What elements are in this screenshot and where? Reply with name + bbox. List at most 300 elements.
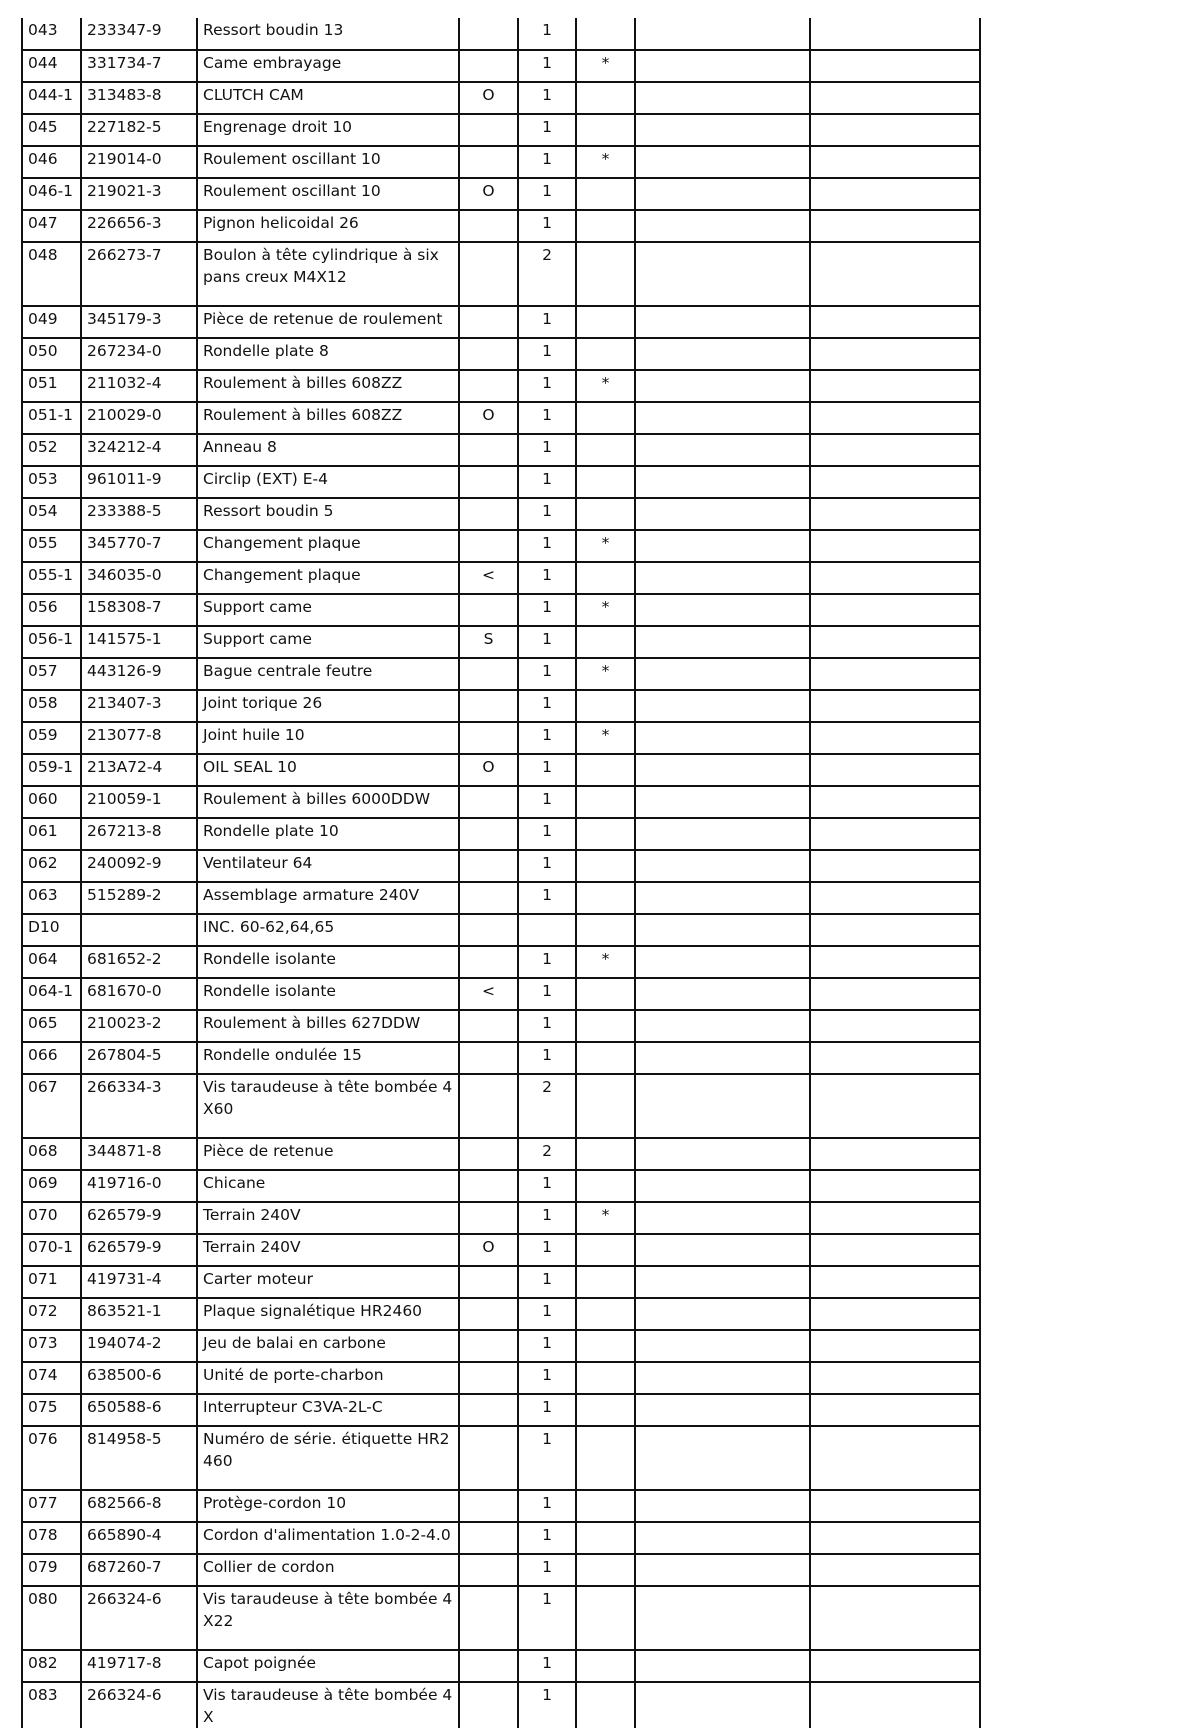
blank-cell (635, 370, 810, 402)
description-cell: Jeu de balai en carbone (197, 1330, 459, 1362)
description-cell: Plaque signalétique HR2460 (197, 1298, 459, 1330)
table-row (22, 1202, 980, 1234)
option-cell (459, 498, 518, 530)
blank-cell (635, 786, 810, 818)
item-number-cell: 073 (22, 1330, 81, 1362)
quantity-cell: 1 (518, 210, 576, 242)
blank-cell (810, 818, 980, 850)
description-cell: Numéro de série. étiquette HR2460 (197, 1426, 459, 1490)
blank-cell (635, 210, 810, 242)
note-cell (576, 1586, 635, 1650)
table-row (22, 242, 980, 306)
blank-cell (635, 466, 810, 498)
item-number-cell: 078 (22, 1522, 81, 1554)
description-cell: Rondelle ondulée 15 (197, 1042, 459, 1074)
part-number-cell: 210059-1 (81, 786, 197, 818)
note-cell: * (576, 146, 635, 178)
description-cell: Roulement oscillant 10 (197, 178, 459, 210)
item-number-cell: 054 (22, 498, 81, 530)
item-number-cell: 046 (22, 146, 81, 178)
table-row (22, 434, 980, 466)
table-row (22, 722, 980, 754)
option-cell (459, 530, 518, 562)
description-cell: Changement plaque (197, 530, 459, 562)
blank-cell (810, 1138, 980, 1170)
item-number-cell: 051-1 (22, 402, 81, 434)
blank-cell (810, 786, 980, 818)
note-cell (576, 114, 635, 146)
table-row (22, 50, 980, 82)
part-number-cell: 266324-6 (81, 1586, 197, 1650)
description-cell: Protège-cordon 10 (197, 1490, 459, 1522)
table-row (22, 658, 980, 690)
blank-cell (635, 306, 810, 338)
table-row (22, 1042, 980, 1074)
note-cell (576, 754, 635, 786)
option-cell: O (459, 82, 518, 114)
note-cell (576, 1426, 635, 1490)
part-number-cell: 240092-9 (81, 850, 197, 882)
quantity-cell: 1 (518, 82, 576, 114)
blank-cell (810, 1682, 980, 1728)
description-cell: Joint torique 26 (197, 690, 459, 722)
part-number-cell: 267804-5 (81, 1042, 197, 1074)
blank-cell (810, 114, 980, 146)
quantity-cell: 1 (518, 114, 576, 146)
blank-cell (810, 1074, 980, 1138)
note-cell (576, 1682, 635, 1728)
description-cell: Capot poignée (197, 1650, 459, 1682)
blank-cell (810, 626, 980, 658)
option-cell (459, 1074, 518, 1138)
quantity-cell: 1 (518, 658, 576, 690)
option-cell (459, 1138, 518, 1170)
part-number-cell: 267213-8 (81, 818, 197, 850)
note-cell: * (576, 946, 635, 978)
table-row (22, 1362, 980, 1394)
note-cell (576, 1010, 635, 1042)
blank-cell (810, 1298, 980, 1330)
item-number-cell: 070-1 (22, 1234, 81, 1266)
option-cell: O (459, 1234, 518, 1266)
blank-cell (635, 626, 810, 658)
part-number-cell: 213A72-4 (81, 754, 197, 786)
note-cell (576, 1298, 635, 1330)
note-cell (576, 1266, 635, 1298)
item-number-cell: 048 (22, 242, 81, 306)
option-cell (459, 946, 518, 978)
description-cell: Interrupteur C3VA-2L-C (197, 1394, 459, 1426)
option-cell (459, 786, 518, 818)
item-number-cell: 066 (22, 1042, 81, 1074)
blank-cell (635, 594, 810, 626)
part-number-cell: 626579-9 (81, 1234, 197, 1266)
description-cell: Engrenage droit 10 (197, 114, 459, 146)
blank-cell (635, 1010, 810, 1042)
table-row (22, 914, 980, 946)
table-row (22, 1522, 980, 1554)
quantity-cell: 1 (518, 1426, 576, 1490)
blank-cell (635, 754, 810, 786)
description-cell: Rondelle plate 10 (197, 818, 459, 850)
quantity-cell: 1 (518, 946, 576, 978)
blank-cell (635, 338, 810, 370)
blank-cell (810, 18, 980, 50)
option-cell: O (459, 754, 518, 786)
quantity-cell: 1 (518, 882, 576, 914)
quantity-cell: 1 (518, 306, 576, 338)
item-number-cell: D10 (22, 914, 81, 946)
blank-cell (810, 722, 980, 754)
option-cell (459, 882, 518, 914)
option-cell (459, 1298, 518, 1330)
table-row (22, 818, 980, 850)
table-row (22, 978, 980, 1010)
note-cell (576, 626, 635, 658)
note-cell (576, 1522, 635, 1554)
part-number-cell: 141575-1 (81, 626, 197, 658)
description-cell: Unité de porte-charbon (197, 1362, 459, 1394)
option-cell: O (459, 402, 518, 434)
blank-cell (635, 434, 810, 466)
blank-cell (810, 146, 980, 178)
item-number-cell: 064-1 (22, 978, 81, 1010)
item-number-cell: 082 (22, 1650, 81, 1682)
blank-cell (635, 242, 810, 306)
part-number-cell: 211032-4 (81, 370, 197, 402)
blank-cell (635, 978, 810, 1010)
blank-cell (635, 1394, 810, 1426)
blank-cell (810, 1650, 980, 1682)
quantity-cell: 1 (518, 1330, 576, 1362)
description-cell: Terrain 240V (197, 1234, 459, 1266)
option-cell (459, 146, 518, 178)
note-cell (576, 1650, 635, 1682)
description-cell: Ventilateur 64 (197, 850, 459, 882)
item-number-cell: 074 (22, 1362, 81, 1394)
item-number-cell: 049 (22, 306, 81, 338)
quantity-cell: 1 (518, 178, 576, 210)
item-number-cell: 080 (22, 1586, 81, 1650)
part-number-cell: 266334-3 (81, 1074, 197, 1138)
item-number-cell: 044 (22, 50, 81, 82)
note-cell: * (576, 50, 635, 82)
blank-cell (810, 1394, 980, 1426)
table-row (22, 306, 980, 338)
blank-cell (810, 658, 980, 690)
description-cell: Anneau 8 (197, 434, 459, 466)
option-cell (459, 1650, 518, 1682)
option-cell (459, 1170, 518, 1202)
item-number-cell: 075 (22, 1394, 81, 1426)
blank-cell (635, 946, 810, 978)
blank-cell (635, 1522, 810, 1554)
quantity-cell: 1 (518, 1682, 576, 1728)
blank-cell (810, 178, 980, 210)
blank-cell (810, 946, 980, 978)
part-number-cell: 213407-3 (81, 690, 197, 722)
blank-cell (635, 1266, 810, 1298)
description-cell: Assemblage armature 240V (197, 882, 459, 914)
part-number-cell: 266324-6 (81, 1682, 197, 1728)
description-cell: Circlip (EXT) E-4 (197, 466, 459, 498)
note-cell (576, 1362, 635, 1394)
table-row (22, 562, 980, 594)
note-cell (576, 82, 635, 114)
quantity-cell: 1 (518, 402, 576, 434)
item-number-cell: 062 (22, 850, 81, 882)
item-number-cell: 058 (22, 690, 81, 722)
note-cell (576, 178, 635, 210)
blank-cell (635, 82, 810, 114)
blank-cell (635, 402, 810, 434)
item-number-cell: 069 (22, 1170, 81, 1202)
blank-cell (810, 82, 980, 114)
note-cell (576, 498, 635, 530)
description-cell: Ressort boudin 13 (197, 18, 459, 50)
description-cell: Vis taraudeuse à tête bombée 4X22 (197, 1586, 459, 1650)
blank-cell (635, 850, 810, 882)
option-cell (459, 1010, 518, 1042)
table-row (22, 1074, 980, 1138)
option-cell (459, 434, 518, 466)
table-row (22, 402, 980, 434)
table-row (22, 210, 980, 242)
description-cell: Support came (197, 626, 459, 658)
quantity-cell: 1 (518, 754, 576, 786)
note-cell (576, 818, 635, 850)
item-number-cell: 050 (22, 338, 81, 370)
part-number-cell: 233347-9 (81, 18, 197, 50)
blank-cell (810, 850, 980, 882)
description-cell: Cordon d'alimentation 1.0-2-4.0 (197, 1522, 459, 1554)
blank-cell (810, 210, 980, 242)
option-cell: < (459, 978, 518, 1010)
item-number-cell: 072 (22, 1298, 81, 1330)
blank-cell (810, 370, 980, 402)
description-cell: Joint huile 10 (197, 722, 459, 754)
quantity-cell: 1 (518, 1234, 576, 1266)
note-cell (576, 1074, 635, 1138)
item-number-cell: 065 (22, 1010, 81, 1042)
item-number-cell: 076 (22, 1426, 81, 1490)
blank-cell (810, 690, 980, 722)
part-number-cell: 515289-2 (81, 882, 197, 914)
part-number-cell: 266273-7 (81, 242, 197, 306)
note-cell (576, 1490, 635, 1522)
part-number-cell: 219021-3 (81, 178, 197, 210)
description-cell: Boulon à tête cylindrique à six pans creux M4X12 (197, 242, 459, 306)
note-cell (576, 690, 635, 722)
quantity-cell: 1 (518, 1490, 576, 1522)
quantity-cell: 1 (518, 626, 576, 658)
description-cell: Support came (197, 594, 459, 626)
option-cell (459, 850, 518, 882)
parts-list-table (21, 18, 981, 1728)
blank-cell (635, 530, 810, 562)
note-cell (576, 402, 635, 434)
table-row (22, 498, 980, 530)
table-row (22, 1490, 980, 1522)
part-number-cell: 814958-5 (81, 1426, 197, 1490)
part-number-cell: 227182-5 (81, 114, 197, 146)
quantity-cell: 1 (518, 978, 576, 1010)
part-number-cell: 443126-9 (81, 658, 197, 690)
note-cell (576, 210, 635, 242)
option-cell (459, 1554, 518, 1586)
blank-cell (635, 882, 810, 914)
blank-cell (810, 882, 980, 914)
table-row (22, 1010, 980, 1042)
note-cell (576, 306, 635, 338)
blank-cell (810, 914, 980, 946)
item-number-cell: 059-1 (22, 754, 81, 786)
blank-cell (635, 1586, 810, 1650)
blank-cell (810, 1522, 980, 1554)
quantity-cell: 1 (518, 498, 576, 530)
blank-cell (810, 1362, 980, 1394)
part-number-cell: 345179-3 (81, 306, 197, 338)
description-cell: Rondelle isolante (197, 946, 459, 978)
quantity-cell: 1 (518, 850, 576, 882)
option-cell (459, 466, 518, 498)
blank-cell (635, 1170, 810, 1202)
item-number-cell: 047 (22, 210, 81, 242)
table-row (22, 1586, 980, 1650)
item-number-cell: 056 (22, 594, 81, 626)
item-number-cell: 063 (22, 882, 81, 914)
description-cell: Vis taraudeuse à tête bombée 4X (197, 1682, 459, 1728)
note-cell (576, 1394, 635, 1426)
blank-cell (810, 434, 980, 466)
table-row (22, 1554, 980, 1586)
part-number-cell: 650588-6 (81, 1394, 197, 1426)
part-number-cell: 682566-8 (81, 1490, 197, 1522)
note-cell (576, 1234, 635, 1266)
quantity-cell: 1 (518, 1042, 576, 1074)
option-cell (459, 690, 518, 722)
note-cell (576, 18, 635, 50)
note-cell (576, 1138, 635, 1170)
part-number-cell: 863521-1 (81, 1298, 197, 1330)
quantity-cell: 1 (518, 338, 576, 370)
blank-cell (810, 1586, 980, 1650)
item-number-cell: 055-1 (22, 562, 81, 594)
blank-cell (810, 306, 980, 338)
blank-cell (810, 1426, 980, 1490)
table-row (22, 850, 980, 882)
option-cell (459, 1202, 518, 1234)
quantity-cell: 1 (518, 1586, 576, 1650)
option-cell: S (459, 626, 518, 658)
blank-cell (810, 1266, 980, 1298)
part-number-cell: 419731-4 (81, 1266, 197, 1298)
item-number-cell: 067 (22, 1074, 81, 1138)
quantity-cell: 1 (518, 786, 576, 818)
description-cell: Terrain 240V (197, 1202, 459, 1234)
part-number-cell: 344871-8 (81, 1138, 197, 1170)
description-cell: Roulement oscillant 10 (197, 146, 459, 178)
option-cell (459, 370, 518, 402)
option-cell (459, 1522, 518, 1554)
blank-cell (635, 1298, 810, 1330)
item-number-cell: 051 (22, 370, 81, 402)
part-number-cell: 346035-0 (81, 562, 197, 594)
description-cell: Bague centrale feutre (197, 658, 459, 690)
description-cell: Pièce de retenue (197, 1138, 459, 1170)
option-cell (459, 818, 518, 850)
table-row (22, 690, 980, 722)
option-cell (459, 1586, 518, 1650)
blank-cell (810, 754, 980, 786)
blank-cell (635, 50, 810, 82)
option-cell (459, 1266, 518, 1298)
quantity-cell: 1 (518, 594, 576, 626)
note-cell (576, 338, 635, 370)
table-row (22, 1170, 980, 1202)
quantity-cell: 1 (518, 1522, 576, 1554)
option-cell (459, 306, 518, 338)
note-cell (576, 882, 635, 914)
item-number-cell: 044-1 (22, 82, 81, 114)
item-number-cell: 056-1 (22, 626, 81, 658)
option-cell (459, 722, 518, 754)
option-cell (459, 594, 518, 626)
description-cell: Came embrayage (197, 50, 459, 82)
blank-cell (810, 1330, 980, 1362)
option-cell (459, 50, 518, 82)
blank-cell (810, 530, 980, 562)
quantity-cell: 1 (518, 818, 576, 850)
quantity-cell: 1 (518, 562, 576, 594)
description-cell: Pièce de retenue de roulement (197, 306, 459, 338)
part-number-cell: 681670-0 (81, 978, 197, 1010)
part-number-cell: 158308-7 (81, 594, 197, 626)
option-cell (459, 210, 518, 242)
option-cell (459, 242, 518, 306)
blank-cell (810, 594, 980, 626)
table-row (22, 1330, 980, 1362)
blank-cell (635, 178, 810, 210)
blank-cell (810, 1554, 980, 1586)
blank-cell (810, 242, 980, 306)
blank-cell (635, 498, 810, 530)
item-number-cell: 060 (22, 786, 81, 818)
blank-cell (635, 1138, 810, 1170)
quantity-cell: 1 (518, 1650, 576, 1682)
table-row (22, 1426, 980, 1490)
option-cell (459, 1426, 518, 1490)
blank-cell (810, 338, 980, 370)
description-cell: Roulement à billes 608ZZ (197, 402, 459, 434)
part-number-cell: 638500-6 (81, 1362, 197, 1394)
note-cell: * (576, 722, 635, 754)
part-number-cell: 313483-8 (81, 82, 197, 114)
quantity-cell: 1 (518, 18, 576, 50)
table-row (22, 1394, 980, 1426)
note-cell: * (576, 594, 635, 626)
table-row (22, 18, 980, 50)
table-row (22, 786, 980, 818)
note-cell (576, 1170, 635, 1202)
table-row (22, 466, 980, 498)
item-number-cell: 083 (22, 1682, 81, 1728)
description-cell: Roulement à billes 608ZZ (197, 370, 459, 402)
note-cell (576, 466, 635, 498)
quantity-cell: 1 (518, 1362, 576, 1394)
blank-cell (635, 1426, 810, 1490)
table-row (22, 1650, 980, 1682)
